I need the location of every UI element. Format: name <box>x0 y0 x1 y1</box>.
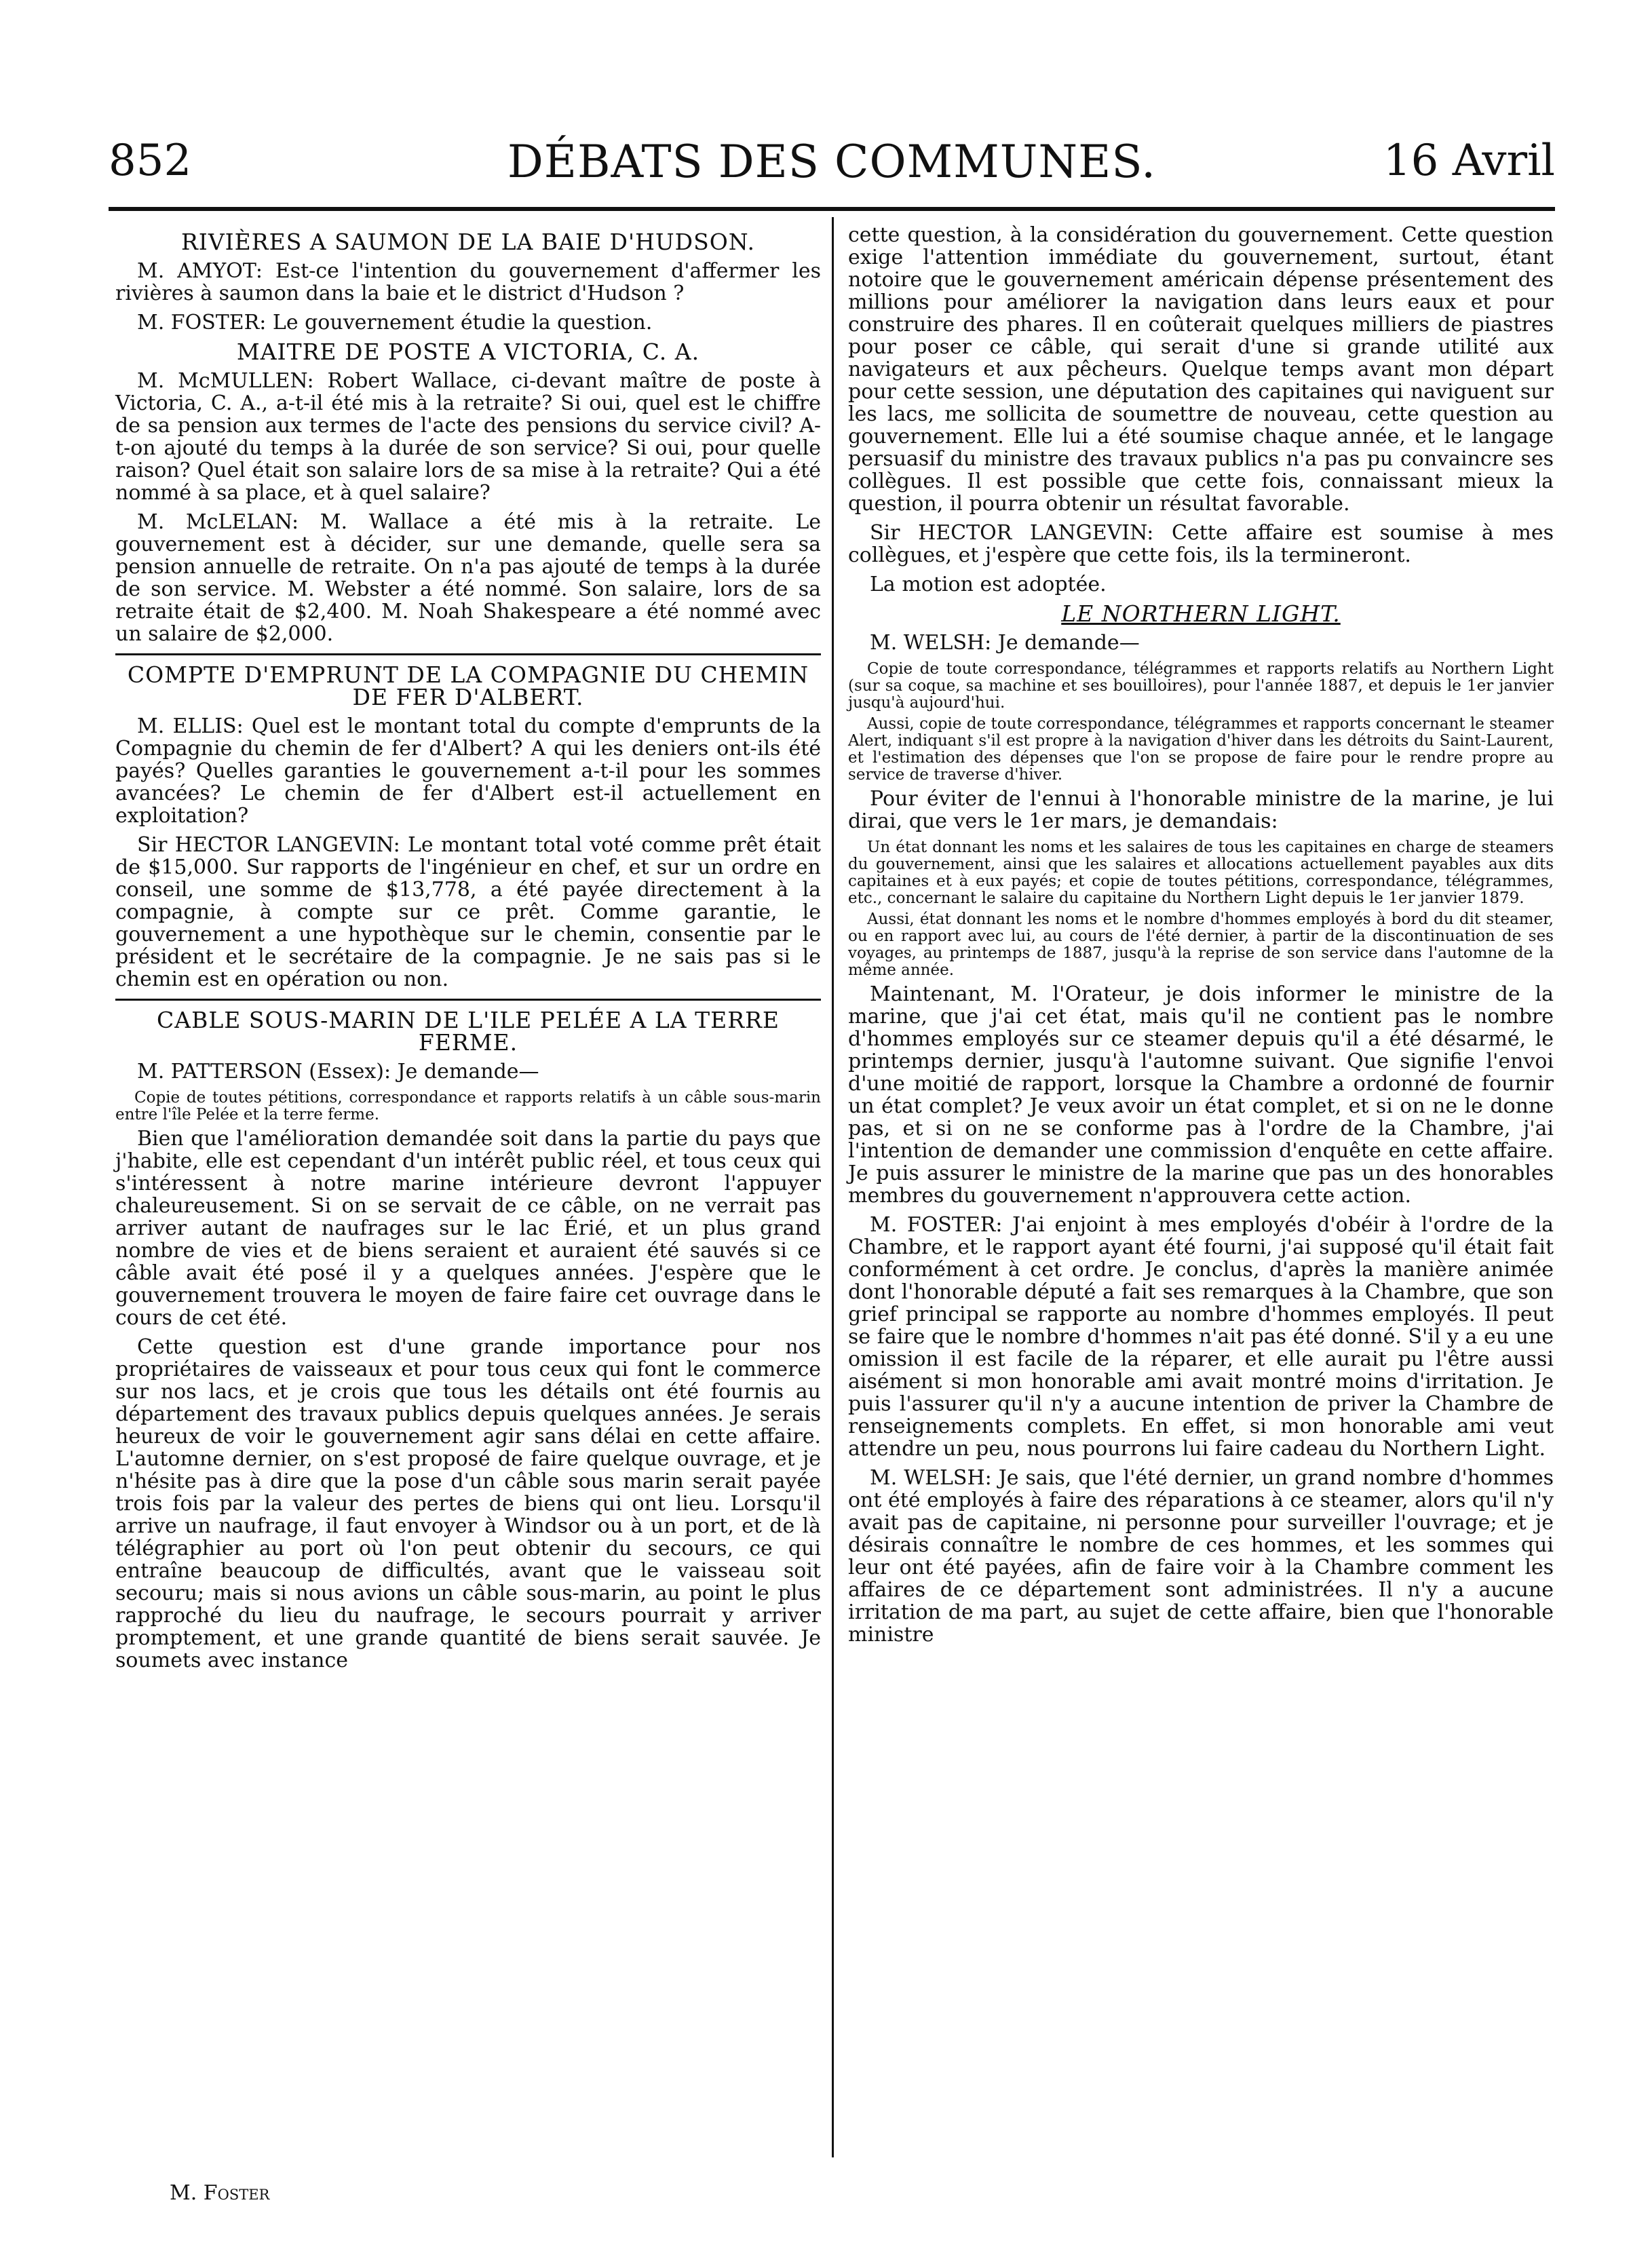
paragraph-continuation: cette question, à la considération du gouvernement. Cette question exige l'attention immédiate du gouvernement, surtout, étant notoire que le gouvernement américain dépense présentement des millions pour améliorer la navigation dans leurs eaux et pour construire des phares. Il en coûterait quelques milliers de piastres pour poser ce câble, qui serait d'une si grande utilité aux navigateurs et aux pêcheurs. Quelque temps avant mon départ pour cette session, une députation des capitaines qui naviguent sur les lacs, me sollicita de soumettre de nouveau, cette question au gouvernement. Elle lui a été soumise chaque année, et le langage persuasif du ministre des travaux publics n'a pas pu convaincre ses collègues. Il est possible que cette fois, connaissant mieux la question, il pourra obtenir un résultat favorable. <box>848 223 1554 516</box>
right-column <box>848 224 1554 1653</box>
paragraph-cable-2: Cette question est d'une grande importance pour nos propriétaires de vaisseaux et pour tous ceux qui font le commerce sur nos lacs, et je crois que tous les détails ont été fournis au département des travaux publics depuis quelques années. Je serais heureux de voir le gouvernement agir sans délai en cette affaire. L'automne dernier, on s'est proposé de faire quelque ouvrage, et je n'hésite pas à dire que la pose d'un câble sous marin serait payée trois fois par la valeur des pertes de biens qui ont lieu. Lorsqu'il arrive un naufrage, il faut envoyer à Windsor ou à un port, et de là télégraphier au port où l'on peut obtenir du secours, ce qui entraîne beaucoup de difficultés, avant que le vaisseau soit secouru; mais si nous avions un câble sous-marin, au point le plus rapproché du lieu du naufrage, le secours pourrait y arriver promptement, et une grande quantité de biens serait sauvée. Je soumets avec instance <box>115 1335 821 1672</box>
motion-text: Copie de toute correspondance, télégrammes et rapports relatifs au Northern Light (sur sa coque, sa machine et ses bouilloires), pour l'année 1887, et depuis le 1er janvier jusqu'à aujourd'hui. <box>848 660 1554 712</box>
motion-text: Un état donnant les noms et les salaires de tous les capitaines en charge de steamers du gouvernement, ainsi que les salaires et allocations actuellement payables aux dits capitaines et à eux payés; et copie de toutes pétitions, correspondance, télégrammes, etc., concernant le salaire du capitaine du Northern Light depuis le 1er janvier 1879. <box>848 839 1554 907</box>
paragraph-patterson: M. PATTERSON (Essex): Je demande— <box>137 1060 539 1083</box>
paragraph-welsh-request: M. WELSH: Je demande— <box>870 631 1140 655</box>
paragraph-foster: M. FOSTER: Le gouvernement étudie la question. <box>137 311 653 334</box>
section-heading-cable: CABLE SOUS-MARIN DE L'ILE PELÉE A LA TERRE FERME. <box>157 1007 780 1056</box>
column-divider <box>832 217 834 2157</box>
page-date: 16 Avril <box>1383 136 1555 186</box>
page-number: 852 <box>109 136 192 186</box>
paragraph-welsh-1: Pour éviter de l'ennui à l'honorable ministre de la marine, je lui dirai, que vers le 1er mars, je demandais: <box>848 787 1554 833</box>
section-rule <box>115 999 821 1001</box>
footer-catchword: M. Foster <box>170 2181 270 2205</box>
motion-text: Aussi, copie de toute correspondance, télégrammes et rapports concernant le steamer Alert, indiquant s'il est propre à la navigation d'hiver dans les détroits du Saint-Laurent, et l'estimation des dépenses que l'on se propose de faire pour le rendre propre au service de traverse d'hiver. <box>848 715 1554 784</box>
section-heading-northern-light: LE NORTHERN LIGHT. <box>1061 600 1341 627</box>
paragraph-amyot: M. AMYOT: Est-ce l'intention du gouvernement d'affermer les rivières à saumon dans la baie et le district d'Hudson ? <box>115 259 821 305</box>
header-rule <box>109 207 1555 211</box>
paragraph-welsh-2: Maintenant, M. l'Orateur, je dois informer le ministre de la marine, que j'ai cet état, mais qu'il ne contient pas le nombre d'hommes employés sur ce steamer depuis qu'il a été désarmé, le printemps dernier, jusqu'à l'automne suivant. Que signifie l'envoi d'une moitié de rapport, lorsque la Chambre a ordonné de fournir un état complet? Je veux avoir un état complet, et si on ne le donne pas, et si on ne se conforme pas à l'ordre de la Chambre, j'ai l'intention de demander une commission d'enquête en cette affaire. Je puis assurer le ministre de la marine que pas un des honorables membres du gouvernement n'approuvera cette action. <box>848 982 1554 1208</box>
paragraph-cable-1: Bien que l'amélioration demandée soit dans la partie du pays que j'habite, elle est cependant d'un intérêt public réel, et tous ceux qui s'intéressent à notre marine intérieure devront l'appuyer chaleureusement. Si on se servait de ce câble, on ne verrait pas arriver autant de naufrages sur le lac Érié, et un plus grand nombre de vies et de biens seraient et auraient été sauvés si ce câble avait été posé il y a quelques années. J'espère que le gouvernement trouvera le moyen de faire faire cet ouvrage dans le cours de cet été. <box>115 1127 821 1330</box>
paragraph-mclelan: M. McLELAN: M. Wallace a été mis à la retraite. Le gouvernement est à décider, sur une demande, quelle sera sa pension annuelle de retraite. On n'a pas ajouté de temps à la durée de son service. M. Webster a été nommé. Son salaire, lors de sa retraite était de $2,400. M. Noah Shakespeare a été nommé avec un salaire de $2,000. <box>115 510 821 646</box>
section-heading-albert: COMPTE D'EMPRUNT DE LA COMPAGNIE DU CHEMIN DE FER D'ALBERT. <box>127 661 809 710</box>
page-header <box>109 136 1555 197</box>
left-column <box>115 224 821 1678</box>
motion-text: Aussi, état donnant les noms et le nombre d'hommes employés à bord du dit steamer, ou en rapport avec lui, au cours de l'été dernier, à partir de la discontinuation de ses voyages, au printemps de 1887, jusqu'à la reprise de son service dans l'automne de la même année. <box>848 910 1554 979</box>
journal-title: DÉBATS DES COMMUNES. <box>507 136 1157 188</box>
motion-text: Copie de toutes pétitions, correspondance et rapports relatifs à un câble sous-marin entre l'île Pelée et la terre ferme. <box>115 1089 821 1123</box>
paragraph-ellis: M. ELLIS: Quel est le montant total du compte d'emprunts de la Compagnie du chemin de fer d'Albert? A qui les deniers ont-ils été payés? Quelles garanties le gouvernement a-t-il pour les sommes avancées? Le chemin de fer d'Albert est-il actuellement en exploitation? <box>115 714 821 828</box>
paragraph-motion-adopted: La motion est adoptée. <box>870 573 1107 596</box>
paragraph-langevin-reply: Sir HECTOR LANGEVIN: Cette affaire est soumise à mes collègues, et j'espère que cette fois, ils la termineront. <box>848 521 1554 567</box>
section-heading-saumon: RIVIÈRES A SAUMON DE LA BAIE D'HUDSON. <box>180 229 756 255</box>
paragraph-mcmullen: M. McMULLEN: Robert Wallace, ci-devant maître de poste à Victoria, C. A., a-t-il été mis à la retraite? Si oui, quel est le chiffre de sa pension aux termes de l'acte des pensions du service civil? A-t-on ajouté du temps à la durée de son service? Si oui, pour quelle raison? Quel était son salaire lors de sa mise à la retraite? Qui a été nommé à sa place, et à quel salaire? <box>115 369 821 505</box>
section-heading-victoria: MAITRE DE POSTE A VICTORIA, C. A. <box>236 339 700 365</box>
paragraph-foster-reply: M. FOSTER: J'ai enjoint à mes employés d'obéir à l'ordre de la Chambre, et le rapport ayant été fourni, j'ai supposé qu'il était fait conformément à cet ordre. Je conclus, d'après la manière animée dont l'honorable député a fait ses remarques à la Chambre, que son grief principal se rapporte au nombre d'hommes employés. Il peut se faire que le nombre d'hommes n'ait pas été donné. S'il y a eu une omission il est facile de la réparer, et elle aurait pu l'être aussi aisément si mon honorable ami avait montré moins d'irritation. Je puis l'assurer qu'il n'y a aucune intention de priver la Chambre de renseignements complets. En effet, si mon honorable ami veut attendre un peu, nous pourrons lui faire cadeau du Northern Light. <box>848 1213 1554 1461</box>
section-rule <box>115 653 821 655</box>
paragraph-langevin: Sir HECTOR LANGEVIN: Le montant total voté comme prêt était de $15,000. Sur rapports de l'ingénieur en chef, et sur un ordre en conseil, une somme de $13,778, a été payée directement à la compagnie, à compte sur ce prêt. Comme garantie, le gouvernement a une hypothèque sur le chemin, consentie par le président et le secrétaire de la compagnie. Je ne sais pas si le chemin est en opération ou non. <box>115 833 821 991</box>
paragraph-welsh-3: M. WELSH: Je sais, que l'été dernier, un grand nombre d'hommes ont été employés à faire des réparations à ce steamer, alors qu'il n'y avait pas de capitaine, ni personne pour surveiller l'ouvrage; et je désirais connaître le nombre de ces hommes, et les sommes qui leur ont été payées, afin de faire voir à la Chambre comment les affaires de ce département sont administrées. Il n'y a aucune irritation de ma part, au sujet de cette affaire, bien que l'honorable ministre <box>848 1466 1554 1647</box>
